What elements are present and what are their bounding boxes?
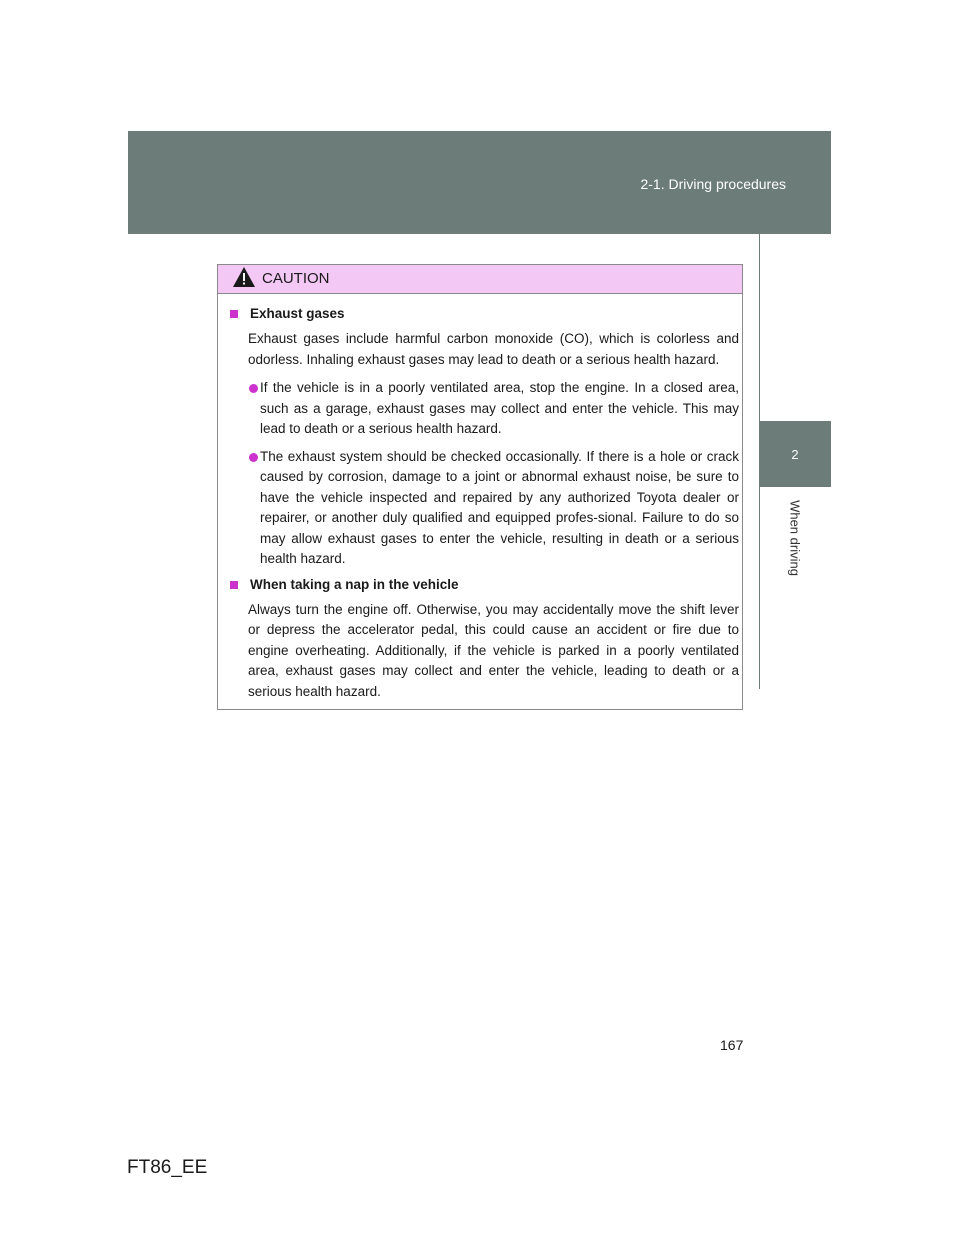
dot-bullet-icon bbox=[249, 453, 258, 462]
paragraph: Always turn the engine off. Otherwise, you may accidentally move the shift lever or depress the accelerator pedal, this could cause an accident or fire due to engine overheating. Additionally, if the vehicle is parked in a poorly ventilated area, exhaust gases may collect and enter the vehicle, leading to death or a serious health hazard. bbox=[248, 601, 739, 699]
header-band bbox=[128, 131, 831, 234]
caution-header bbox=[218, 265, 742, 294]
caution-body bbox=[218, 294, 742, 702]
caution-title: CAUTION bbox=[262, 270, 330, 287]
square-bullet-icon bbox=[230, 310, 238, 318]
caution-box bbox=[217, 264, 743, 710]
heading-text: Exhaust gases bbox=[250, 306, 345, 321]
page-number: 167 bbox=[720, 1037, 744, 1053]
chapter-number: 2 bbox=[791, 447, 799, 462]
chapter-label: When driving bbox=[787, 500, 803, 576]
square-bullet-icon bbox=[230, 581, 238, 589]
warning-icon bbox=[232, 266, 256, 288]
bullet-text: The exhaust system should be checked occasionally. If there is a hole or crack caused by corrosion, damage to a joint or abnormal exhaust noise, be sure to have the vehicle inspected and repaired by any authorized Toyota dealer or repairer, or another duly qualified and equipped profes-sional. Failure to do so may allow exhaust gases to enter the vehicle, resulting in death or a serious health hazard. bbox=[260, 448, 739, 566]
dot-bullet-icon bbox=[249, 384, 258, 393]
bullet-item bbox=[230, 447, 739, 570]
section-heading bbox=[230, 577, 739, 592]
bullet-item bbox=[230, 378, 739, 440]
bullet-text: If the vehicle is in a poorly ventilated area, stop the engine. In a closed area, such as a garage, exhaust gases may collect and enter the vehicle. This may lead to death or a serious health hazard. bbox=[260, 380, 739, 436]
section-title: 2-1. Driving procedures bbox=[640, 176, 786, 192]
section-heading bbox=[230, 306, 739, 321]
chapter-tab[interactable] bbox=[759, 421, 831, 487]
heading-text: When taking a nap in the vehicle bbox=[250, 576, 459, 592]
document-code: FT86_EE bbox=[127, 1157, 208, 1178]
paragraph: Exhaust gases include harmful carbon monoxide (CO), which is colorless and odorless. Inhaling exhaust gases may lead to death or a serious health hazard. bbox=[248, 331, 739, 367]
